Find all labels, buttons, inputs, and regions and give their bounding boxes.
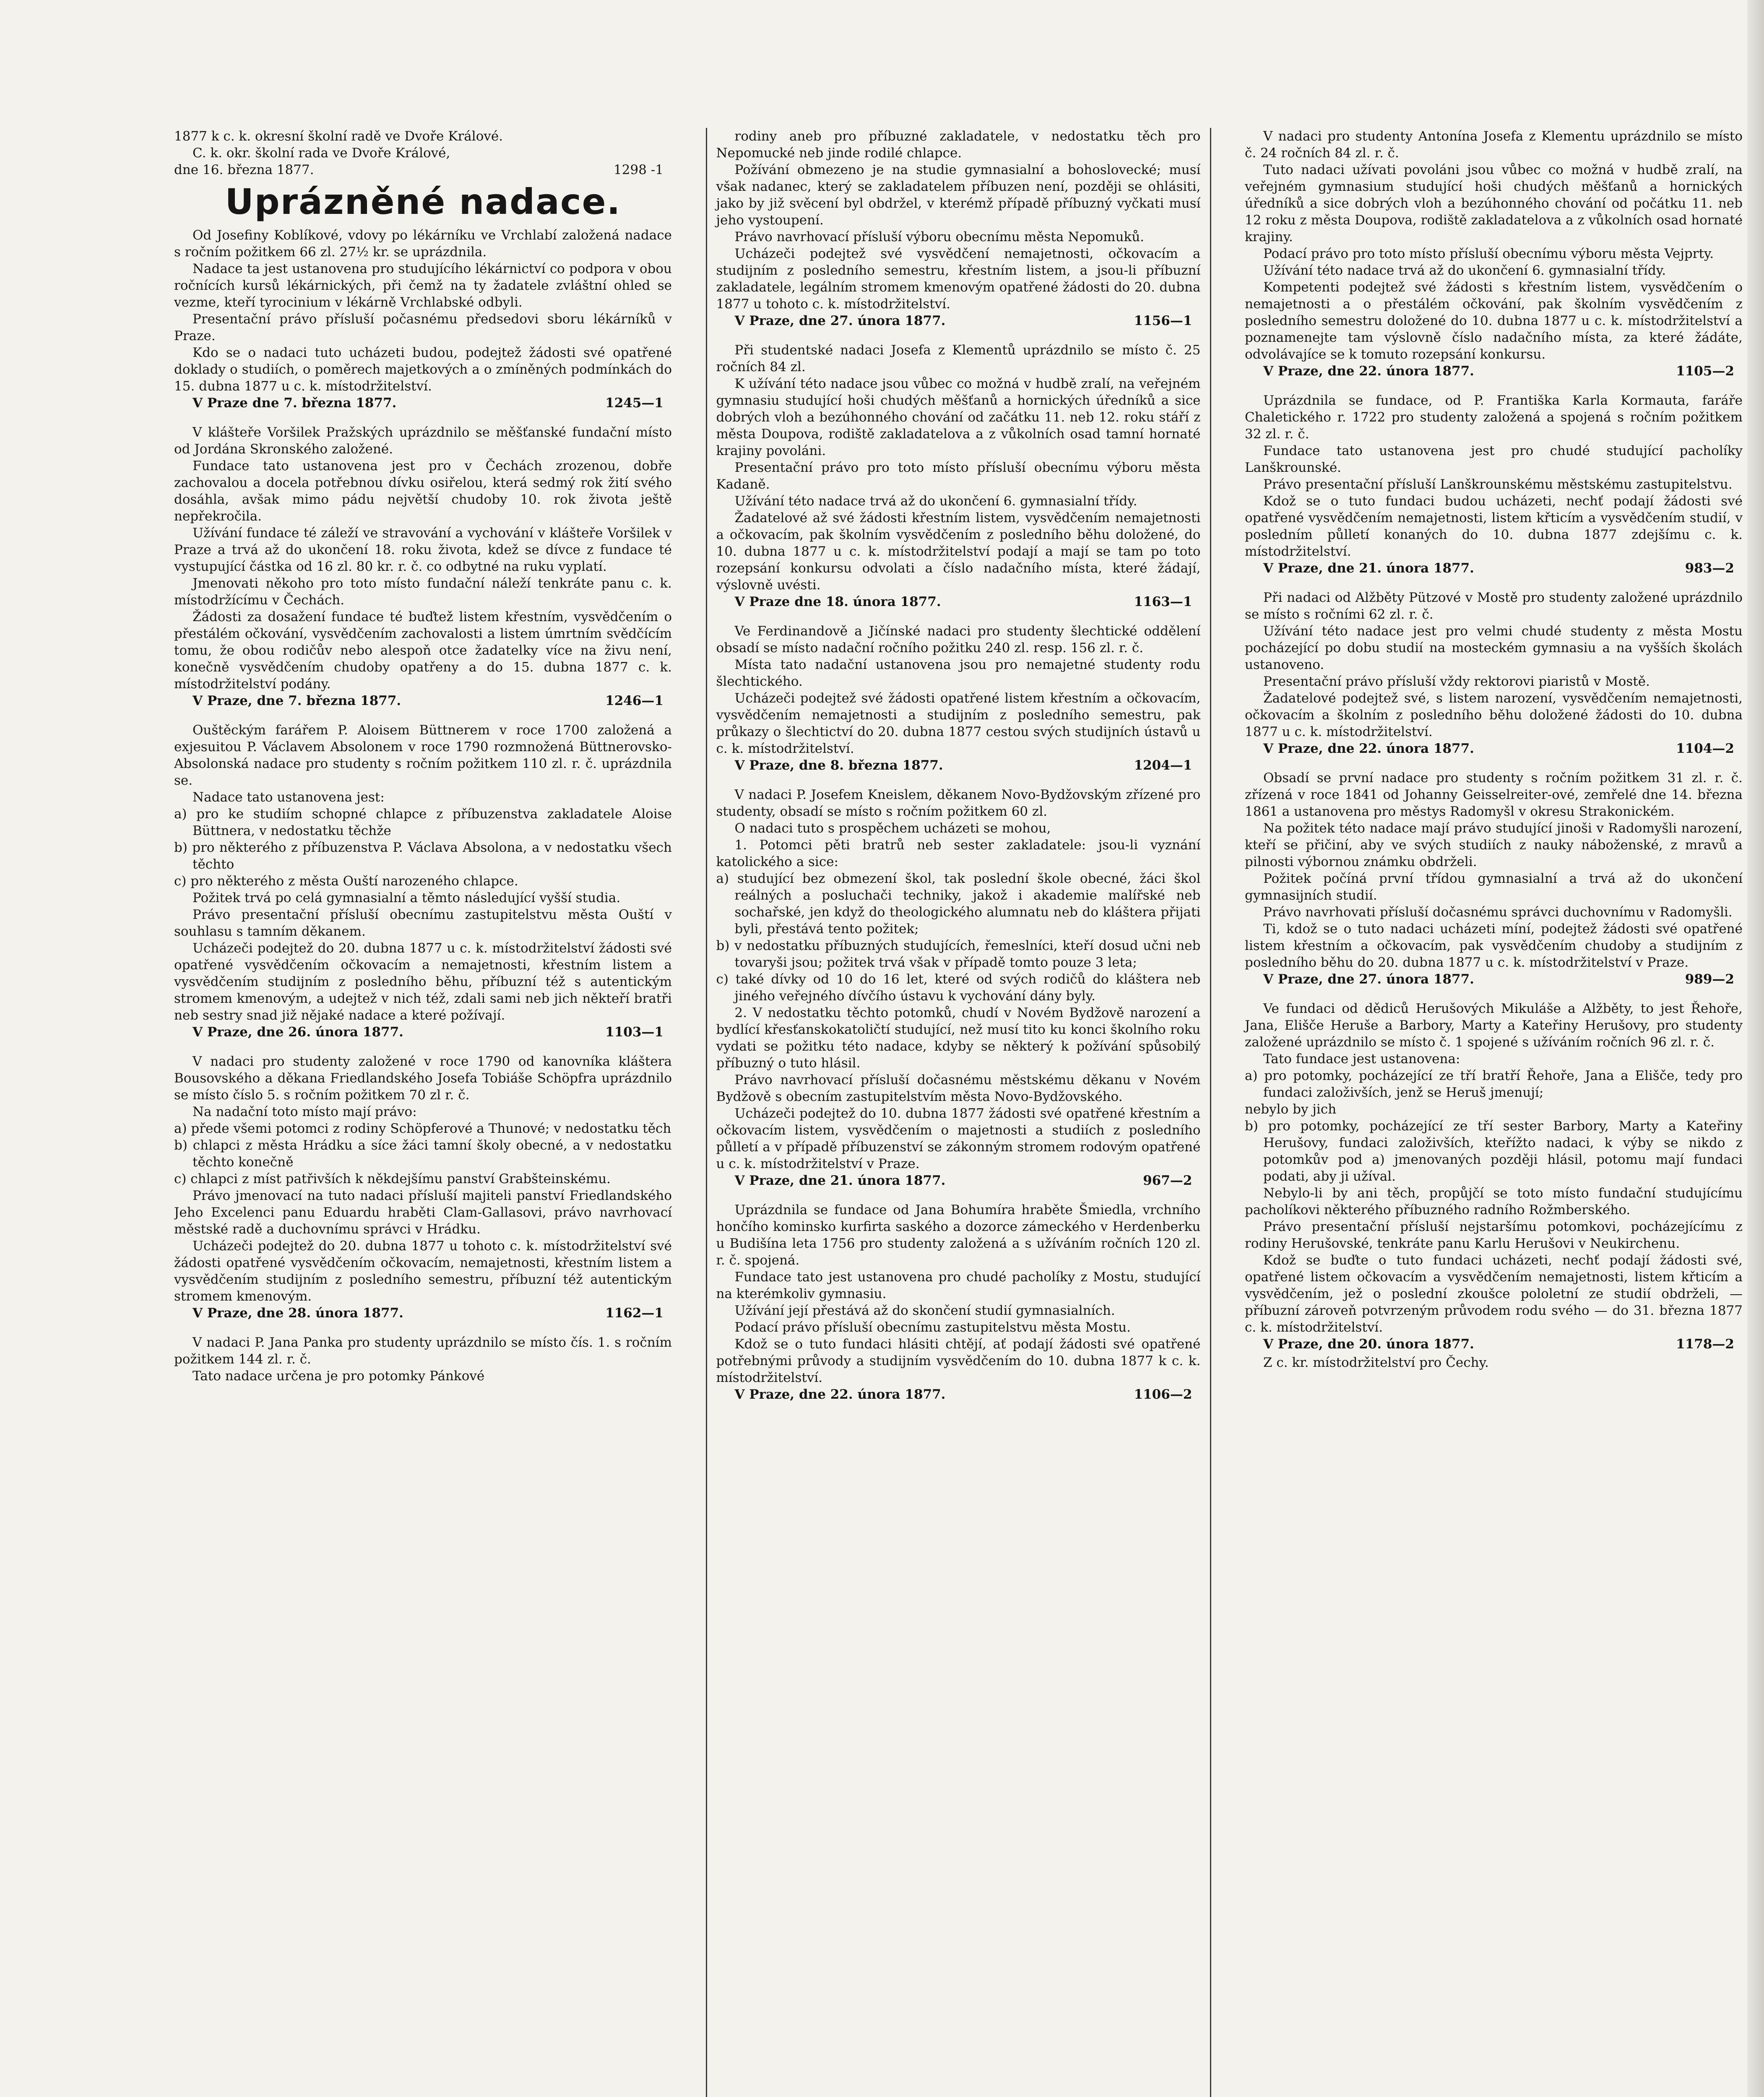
notice-code: 1104—2 — [1676, 741, 1734, 756]
notice-code: 983—2 — [1685, 561, 1734, 576]
notice-date: V Praze, dne 22. února 1877. — [1263, 364, 1474, 379]
notice-paragraph: Kdož se buďte o tuto fundaci ucházeti, nechť podají žádosti své, opatřené listem očkovacím a vysvědčením nemajetnosti, listem křticím a vysvědčením, jež o poslední zkoušce pololetní ze studií obdrželi, — příbuzní zároveň potvrzeným průvodem rodu svého — do 31. března 1877 c. k. místodržitelství. — [1245, 1253, 1743, 1335]
notice — [174, 227, 672, 411]
notice-list-item: c) také dívky od 10 do 16 let, které od svých rodičů do kláštera neb jiného veřejného dívčího ústavu k vychování dány byly. — [716, 972, 1201, 1004]
notice-paragraph: Uprázdnila se fundace, od P. Františka Karla Kormauta, faráře Chaletického r. 1722 pro studenty založená a spojená s ročním požitkem 32 zl. r. č. — [1245, 393, 1743, 442]
notice-date: V Praze, dne 20. února 1877. — [1263, 1337, 1474, 1352]
notice-paragraph: Obsadí se první nadace pro studenty s ročním požitkem 31 zl. r. č. zřízená v roce 1841 od Johanny Geisselreiter-ové, zemřelé dne 14. března 1861 a ustanovena pro městys Radomyšl v okresu Strakonickém. — [1245, 770, 1743, 819]
column-3-body — [1245, 128, 1743, 1371]
notice-paragraph: Požitek trvá po celá gymnasialní a těmto následující vyšší studia. — [193, 890, 621, 905]
notice-paragraph: V nadaci P. Josefem Kneislem, děkanem Novo-Bydžovským zřízené pro studenty, obsadí se místo s ročním požitkem 60 zl. — [716, 787, 1201, 819]
notice-paragraph: Ucházeči podejtež své vysvědčení nemajetnosti, očkovacím a studijním z posledního semestru, křestním listem, a jsou-li příbuzní zakladatele, legálním stromem kmenovým opatřené žádosti do 20. dubna 1877 u tohoto c. k. místodržitelství. — [716, 246, 1201, 312]
header-line-1: 1877 k c. k. okresní školní radě ve Dvoře Králové. — [174, 129, 503, 144]
notice — [716, 128, 1201, 329]
notice-paragraph: Ve Ferdinandově a Jičínské nadaci pro studenty šlechtické oddělení obsadí se místo nadační ročního požitku 240 zl. resp. 156 zl. r. č. — [716, 624, 1201, 656]
notice-date: V Praze dne 7. března 1877. — [193, 395, 397, 411]
notice-signature — [716, 757, 1201, 774]
notice-paragraph: Presentační právo přísluší vždy rektorovi piaristů v Mostě. — [1263, 674, 1650, 689]
notice-code: 1162—1 — [605, 1306, 663, 1321]
notice-paragraph: Podací právo přísluší obecnímu zastupitelstvu města Mostu. — [734, 1320, 1131, 1335]
notice-list-item: a) přede všemi potomci z rodiny Schöpferové a Thunové; v nedostatku těch — [174, 1121, 671, 1136]
notice-signature — [1245, 363, 1743, 380]
notice-paragraph: Ucházeči podejtež do 10. dubna 1877 žádosti své opatřené křestním a očkovacím listem, vysvědčením o majetnosti a studiích z posledního půlletí a v případě příbuzenství se zákonným stromem rodovým opatřené u c. k. místodržitelství v Praze. — [716, 1106, 1201, 1171]
notice-paragraph: Fundace tato jest ustanovena pro chudé pacholíky z Mostu, studující na kterémkoliv gymnasiu. — [716, 1270, 1201, 1301]
notice-code: 1156—1 — [1134, 313, 1192, 328]
notice-signature — [1245, 740, 1743, 757]
notice-signature — [1245, 560, 1743, 577]
notice-list-item: a) pro potomky, pocházející ze tří bratří Řehoře, Jana a Elišče, tedy pro fundaci založivších, jenž se Heruš jmenují; — [1245, 1068, 1743, 1100]
notice-paragraph: V nadaci P. Jana Panka pro studenty uprázdnilo se místo čís. 1. s ročním požitkem 144 zl. r. č. — [174, 1335, 672, 1367]
notice-paragraph: Žadatelové až své žádosti křestním listem, vysvědčením nemajetnosti a očkovacím, pak školním vysvědčením z posledního běhu doložené, do 10. dubna 1877 u c. k. místodržitelství podají a mají se tam po toto rozepsání konkursu odvolati a číslo nadačního místa, které žádají, výslovně uvésti. — [716, 510, 1201, 593]
notice-date: V Praze, dne 7. března 1877. — [193, 693, 401, 708]
notice-paragraph: Ouštěckým farářem P. Aloisem Büttnerem v roce 1700 založená a exjesuitou P. Václavem Absolonem v roce 1790 rozmnožená Büttnerovsko-Absolonská nadace pro studenty s ročním požitkem 110 zl. r. č. uprázdnila se. — [174, 723, 672, 788]
notice — [1245, 770, 1743, 988]
notice-paragraph: Užívání této nadace trvá až do ukončení 6. gymnasialní třídy. — [1263, 263, 1666, 278]
notice-paragraph: Místa tato nadační ustanovena jsou pro nemajetné studenty rodu šlechtického. — [716, 657, 1201, 689]
notice-paragraph: Jmenovati někoho pro toto místo fundační náleží tenkráte panu c. k. místodržícímu v Čechách. — [174, 576, 672, 608]
notice-paragraph: Presentační právo přísluší počasnému předsedovi sboru lékárníků v Praze. — [174, 312, 672, 343]
notice-paragraph: Užívání této nadace trvá až do ukončení 6. gymnasialní třídy. — [734, 494, 1137, 509]
notice-paragraph: Uprázdnila se fundace od Jana Bohumíra hraběte Šmiedla, vrchního hončího kominsko kurfirta saského a dozorce zámeckého v Herdenberku u Budišína leta 1756 pro studenty založená a s užíváním ročních 120 zl. r. č. spojená. — [716, 1202, 1201, 1268]
notice-list-item: b) pro některého z příbuzenstva P. Václava Absolona, a v nedostatku všech těchto — [174, 840, 672, 872]
notice-list-item: b) v nedostatku příbuzných studujících, řemeslníci, kteří dosud učni neb tovaryši jsou; požitek trvá však v případě tomto pouze 3 leta; — [716, 938, 1201, 970]
notice-signature — [1245, 1336, 1743, 1353]
notice — [174, 722, 672, 1041]
notice-paragraph: Požívání obmezeno je na studie gymnasialní a bohoslovecké; musí však nadanec, který se zakladatelem příbuzen není, později se ohlásiti, jako by již svěcení byl obdržel, v kterémž případě příbuzný vyčkati musí jeho vystoupení. — [716, 162, 1201, 228]
notice-date: V Praze, dne 28. února 1877. — [193, 1306, 403, 1321]
notice-date: V Praze, dne 8. března 1877. — [734, 758, 943, 773]
notice-list-item: b) chlapci z města Hrádku a síce žáci tamní školy obecné, a v nedostatku těchto konečně — [174, 1138, 672, 1170]
notice-paragraph: Žádosti za dosažení fundace té buďtež listem křestním, vysvědčením o přestálém očkování, vysvědčením zachovalosti a listem úmrtním svědčícím tomu, že obou rodičův nebo alespoň otce žadatelky více na živu není, konečně vysvědčením chudoby opatřeny a do 15. dubna 1877 c. k. místodržitelství podány. — [174, 609, 672, 692]
notice — [1245, 128, 1743, 380]
notice — [1245, 392, 1743, 577]
header-signature — [174, 161, 672, 178]
notice-paragraph: Nadace ta jest ustanovena pro studujícího lékárnictví co podpora v obou ročnících kursů lékárnických, při čemž na ty žadatele zvláštní ohled se vezme, kteří tyrocinium v lékárně Vrchlabské odbyli. — [174, 261, 672, 310]
notice-paragraph: Od Josefiny Koblíkové, vdovy po lékárníku ve Vrchlabí založená nadace s ročním požitkem 66 zl. 27½ kr. se uprázdnila. — [174, 228, 672, 260]
notice-paragraph: Tato fundace jest ustanovena: — [1263, 1051, 1460, 1067]
notice-paragraph: Při studentské nadaci Josefa z Klementů uprázdnilo se místo č. 25 ročních 84 zl. — [716, 343, 1201, 375]
notice-paragraph: Žadatelové podejtež své, s listem narození, vysvědčením nemajetnosti, očkovacím a školním z posledního běhu doložené žádosti do 10. dubna 1877 u c. k. místodržitelství. — [1245, 691, 1743, 739]
notice-signature — [174, 395, 672, 411]
column-1 — [174, 128, 679, 2097]
notice-paragraph: Právo presentační přísluší obecnímu zastupitelstvu města Ouští v souhlasu s tamním děkanem. — [174, 907, 672, 939]
notice-paragraph: Užívání její přestává až do skončení studií gymnasialních. — [734, 1303, 1115, 1318]
notice-signature — [174, 692, 672, 709]
column-1-body — [174, 227, 672, 1384]
notice-code: 1246—1 — [605, 693, 663, 708]
notice-code: 1106—2 — [1134, 1387, 1192, 1402]
notice-paragraph: rodiny aneb pro příbuzné zakladatele, v nedostatku těch pro Nepomucké neb jinde rodilé chlapce. — [716, 129, 1201, 161]
header-date: dne 16. března 1877. — [174, 162, 314, 177]
notice-date: V Praze, dne 26. února 1877. — [193, 1025, 403, 1040]
notice-paragraph: Právo navrhovací přísluší výboru obecnímu města Nepomuků. — [734, 229, 1145, 245]
notice-signature — [1245, 971, 1743, 988]
notice-list-item: c) pro některého z města Ouští narozeného chlapce. — [174, 874, 518, 889]
notice-paragraph: Kdož se o tuto fundaci budou ucházeti, nechť podají žádosti své opatřené vysvědčením nemajetnosti, listem křticím a vysvědčením studií, v posledním půlletí konaných do 10. dubna 1877 zdejšímu c. k. místodržitelství. — [1245, 494, 1743, 559]
notice-paragraph: K užívání této nadace jsou vůbec co možná v hudbě zralí, na veřejném gymnasiu studující hoši chudých měšťanů a hornických úředníků a sice dobrých vloh a bezúhonného chování od začátku 11. neb 12. roku stáří z města Doupova, rodiště zakladatelova a z vůkolních osad tamní hornaté krajiny povoláni. — [716, 376, 1201, 458]
notice-date: V Praze, dne 27. února 1877. — [1263, 972, 1474, 987]
notice-paragraph: Fundace tato ustanovena jest pro v Čechách zrozenou, dobře zachovalou a docela potřebnou dívku osiřelou, která sedmý rok žití svého dosáhla, avšak mimo pádu největší chudoby 10. rok života ještě nepřekročila. — [174, 458, 672, 524]
notice-paragraph: Ve fundaci od dědiců Herušových Mikuláše a Alžběty, to jest Řehoře, Jana, Elišče Heruše a Barbory, Marty a Kateřiny Herušovy, pro studenty založené uprázdnilo se místo č. 1 spojené s užíváním ročních 96 zl. r. č. — [1245, 1001, 1743, 1050]
notice — [174, 1334, 672, 1384]
notice-list-item: c) chlapci z míst patřivších k někdejšímu panství Grabšteinskému. — [174, 1171, 611, 1186]
notice-paragraph: Při nadaci od Alžběty Pützové v Mostě pro studenty založené uprázdnilo se místo s ročními 62 zl. r. č. — [1245, 590, 1743, 622]
notice — [1245, 1000, 1743, 1371]
newspaper-columns — [174, 128, 1743, 2097]
notice-paragraph: Právo navrhovací přísluší dočasnému městskému děkanu v Novém Bydžově s obecním zastupitelstvím města Novo-Bydžovského. — [716, 1072, 1201, 1104]
notice-paragraph: Fundace tato ustanovena jest pro chudé studující pacholíky Lanškrounské. — [1245, 443, 1743, 475]
notice — [716, 342, 1201, 610]
notice-list-item: nebylo by jich — [1245, 1102, 1337, 1117]
notice-signature — [716, 1172, 1201, 1189]
notice — [174, 424, 672, 709]
notice-paragraph: O nadaci tuto s prospěchem ucházeti se mohou, — [734, 821, 1051, 836]
header-line-2: C. k. okr. školní rada ve Dvoře Králové, — [193, 146, 450, 161]
notice-paragraph: Ucházeči podejtež své žádosti opatřené listem křestním a očkovacím, vysvědčením nemajetnosti a studijním z posledního semestru, pak průkazy o šlechtictví do 20. dubna 1877 cestou svých studijních ústavů u c. k. místodržitelství. — [716, 691, 1201, 756]
notice-paragraph: Právo presentační přísluší nejstaršímu potomkovi, pocházejícímu z rodiny Herušovské, tenkráte panu Karlu Herušovi v Neukirchenu. — [1245, 1219, 1743, 1251]
notice-list-item: a) pro ke studiím schopné chlapce z příbuzenstva zakladatele Aloise Büttnera, v nedostatku těchže — [174, 807, 672, 838]
notice-signature — [716, 593, 1201, 610]
notice — [716, 786, 1201, 1189]
page-edge — [1747, 0, 1764, 2097]
column-2-body — [716, 128, 1201, 1403]
notice-date: V Praze, dne 21. února 1877. — [734, 1173, 946, 1188]
notice-paragraph: 2. V nedostatku těchto potomků, chudí v Novém Bydžově narození a bydlící křesťanskokatoličtí studující, než musí tito ku konci školního roku vydati se požitku této nadace, kdyby se některý k požívání spůsobilý příbuzný o tuto hlásil. — [716, 1005, 1201, 1071]
notice-paragraph: Tato nadace určena je pro potomky Pánkové — [193, 1369, 485, 1384]
notice-signature — [174, 1024, 672, 1041]
notice-paragraph: V nadaci pro studenty Antonína Josefa z Klementu uprázdnilo se místo č. 24 ročních 84 zl. r. č. — [1245, 129, 1743, 161]
notice-paragraph: Ti, kdož se o tuto nadaci ucházeti míní, podejtež žádosti své opatřené listem křestním a očkovacím, pak vysvědčením chudoby a studijním z posledního běhu do 20. dubna 1877 u c. k. místodržitelství v Praze. — [1245, 921, 1743, 970]
column-3 — [1237, 128, 1743, 2097]
notice-code: 1204—1 — [1134, 758, 1192, 773]
notice-code: 1245—1 — [605, 395, 663, 411]
notice-paragraph: Na nadační toto místo mají právo: — [193, 1104, 417, 1119]
header-code: 1298 -1 — [614, 162, 663, 177]
notice-code: 989—2 — [1685, 972, 1734, 987]
notice-list-item: a) studující bez obmezení škol, tak poslední škole obecné, žáci škol reálných a posluchači techniky, jakož i akademie malířské neb sochařské, jen když do theologického alumnatu neb do kláštera přijati byli, přestává tento požitek; — [716, 871, 1201, 937]
notice-paragraph: Požitek počíná první třídou gymnasialní a trvá až do ukončení gymnasijních studií. — [1245, 871, 1743, 903]
notice-paragraph: Nebylo-li by ani těch, propůjčí se toto místo fundační studujícímu pacholíkovi některého příbuzného radního Rožmberského. — [1245, 1186, 1743, 1218]
notice-paragraph: Právo presentační přísluší Lanškrounskému městskému zastupitelstvu. — [1263, 477, 1733, 492]
notice-signature — [174, 1305, 672, 1322]
section-title: Uprázněné nadace. — [225, 181, 621, 222]
notice-paragraph: 1. Potomci pěti bratrů neb sester zakladatele: jsou-li vyznání katolického a sice: — [716, 838, 1201, 869]
notice-paragraph: Právo navrhovati přísluší dočasnému správci duchovnímu v Radomyšli. — [1263, 905, 1733, 920]
notice-code: 1163—1 — [1134, 594, 1192, 609]
notice-paragraph: Užívání této nadace jest pro velmi chudé studenty z města Mostu pocházející po dobu studií na mosteckém gymnasiu a na vyšších školách ustanoveno. — [1245, 624, 1743, 672]
notice — [1245, 589, 1743, 757]
notice-paragraph: Podací právo pro toto místo přísluší obecnímu výboru města Vejprty. — [1263, 246, 1714, 261]
notice-signature — [716, 312, 1201, 329]
notice-date: V Praze, dne 21. února 1877. — [1263, 561, 1474, 576]
notice-signature — [716, 1386, 1201, 1403]
notice-paragraph: Presentační právo pro toto místo přísluší obecnímu výboru města Kadaně. — [716, 460, 1201, 492]
notice-paragraph: Ucházeči podejtež do 20. dubna 1877 u c. k. místodržitelství žádosti své opatřené vysvědčením očkovacím a nemajetnosti, křestním listem a vysvědčením studijním z posledního běhu, příbuzní též s autentickým stromem kmenovým, a udejtež v nich též, zdali sami neb jich někteří bratři neb sestry snad již nějaké nadace a které požívají. — [174, 941, 672, 1023]
notice-paragraph: Na požitek této nadace mají právo studující jinoši v Radomyšli narození, kteří se přičiní, aby ve svých studiích z nauky náboženské, z mravů a pilnosti výbornou známku obdrželi. — [1245, 821, 1743, 869]
notice — [174, 1053, 672, 1322]
notice-date: V Praze, dne 27. února 1877. — [734, 313, 946, 328]
notice-list-item: b) pro potomky, pocházející ze tří sester Barbory, Marty a Kateřiny Herušovy, fundaci založivších, kteřížto nadaci, k výby se nikdo z potomkův pod a) jmenovaných později hlásil, potomu mají fundaci podati, aby ji užíval. — [1245, 1119, 1743, 1184]
notice-paragraph: Nadace tato ustanovena jest: — [193, 790, 385, 805]
notice — [716, 1202, 1201, 1403]
notice-code: 1103—1 — [605, 1025, 663, 1040]
notice-paragraph: V klášteře Voršilek Pražských uprázdnilo se měšťanské fundační místo od Jordána Skronského založené. — [174, 425, 672, 457]
notice-code: 967—2 — [1143, 1173, 1192, 1188]
notice-footer: Z c. kr. místodržitelství pro Čechy. — [1263, 1355, 1489, 1370]
notice-paragraph: Kdož se o tuto fundaci hlásiti chtějí, ať podají žádosti své opatřené potřebnými průvody a studijním vysvědčením do 10. dubna 1877 k c. k. místodržitelství. — [716, 1337, 1201, 1385]
notice-paragraph: Tuto nadaci užívati povoláni jsou vůbec co možná v hudbě zralí, na veřejném gymnasium studující hoši chudých měšťanů a hornických úředníků a sice dobrých vloh a bezúhonného chování od počátku 11. neb 12 roku z města Doupova, rodiště zakladatelova a z vůkolních osad hornaté krajiny. — [1245, 162, 1743, 245]
notice-paragraph: Kdo se o nadaci tuto ucházeti budou, podejtež žádosti své opatřené doklady o studiích, o poměrech majetkových a o zmíněných podmínkách do 15. dubna 1877 u c. k. místodržitelství. — [174, 345, 672, 394]
notice — [716, 623, 1201, 774]
notice-paragraph: Kompetenti podejtež své žádosti s křestním listem, vysvědčením o nemajetnosti a o přestálém očkování, pak školním vysvědčením z posledního semestru doložené do 10. dubna 1877 u c. k. místodržitelství a poznamenejte tam výslovně číslo nadačního místa, za které žádáte, odvolávajíce se k tomuto rozepsání konkursu. — [1245, 280, 1743, 362]
notice-paragraph: Ucházeči podejtež do 20. dubna 1877 u tohoto c. k. místodržitelství své žádosti opatřené vysvědčením očkovacím, nemajetnosti, křestním listem a vysvědčením studijním z posledního semestru, příbuzní též autentickým stromem kmenovým. — [174, 1238, 672, 1304]
notice-paragraph: V nadaci pro studenty založené v roce 1790 od kanovníka kláštera Bousovského a děkana Friedlandského Josefa Tobiáše Schöpfra uprázdnilo se místo číslo 5. s ročním požitkem 70 zl r. č. — [174, 1054, 672, 1103]
notice-date: V Praze, dne 22. února 1877. — [734, 1387, 946, 1402]
notice-code: 1178—2 — [1676, 1337, 1734, 1352]
column-2 — [706, 128, 1211, 2097]
notice-date: V Praze, dne 22. února 1877. — [1263, 741, 1474, 756]
notice-paragraph: Právo jmenovací na tuto nadaci přísluší majiteli panství Friedlandského Jeho Excelenci panu Eduardu hraběti Clam-Gallasovi, právo navrhovací městské radě a duchovnímu správci v Hrádku. — [174, 1188, 672, 1237]
notice-paragraph: Užívání fundace té záleží ve stravování a vychování v klášteře Voršilek v Praze a trvá až do ukončení 18. roku života, kdež se dívce z fundace té vystupující částka od 16 zl. 80 kr. r. č. co odbytné na ruku vyplatí. — [174, 526, 672, 574]
notice-date: V Praze dne 18. února 1877. — [734, 594, 941, 609]
notice-code: 1105—2 — [1676, 364, 1734, 379]
